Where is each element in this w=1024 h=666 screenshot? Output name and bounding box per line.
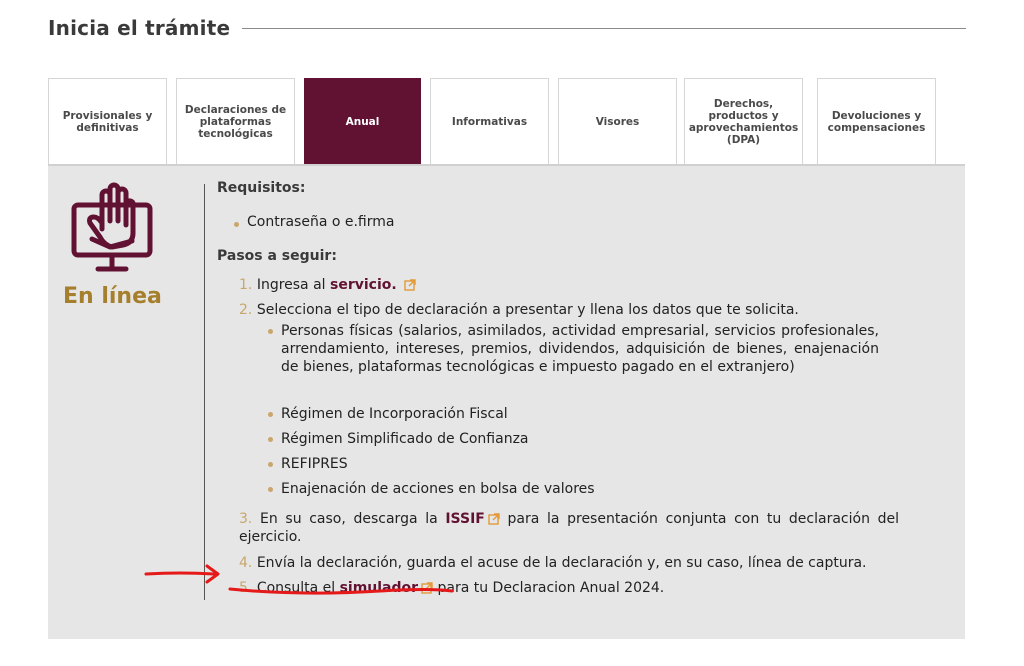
list-item: REFIPRES: [265, 455, 348, 473]
page-title: Inicia el trámite: [48, 16, 231, 40]
annotation-underline: [230, 589, 452, 593]
tab-informativas[interactable]: Informativas: [430, 78, 549, 164]
step-4: 4. Envía la declaración, guarda el acuse de la declaración y, en su caso, línea de captura.: [239, 555, 867, 571]
requirement-item: Contraseña o e.firma: [231, 214, 394, 230]
annotation-arrow-shaft: [146, 573, 214, 574]
issif-link[interactable]: ISSIF: [445, 511, 485, 527]
tab-devoluciones[interactable]: Devoluciones y compensaciones: [817, 78, 936, 164]
list-item: Régimen Simplificado de Confianza: [265, 430, 529, 448]
simulador-link[interactable]: simulador: [339, 580, 419, 596]
tab-anual[interactable]: Anual: [304, 78, 421, 164]
requirements-title: Requisitos:: [217, 180, 306, 196]
servicio-link[interactable]: servicio.: [330, 277, 397, 293]
tab-visores[interactable]: Visores: [558, 78, 677, 164]
list-item: Personas físicas (salarios, asimilados, actividad empresarial, servicios profesionales, arrendamiento, intereses, premios, dividendos, adquisición de bienes, enajenación de bienes, plataformas tecnológicas e impuesto pagado en el extranjero): [265, 322, 879, 376]
list-item: Enajenación de acciones en bolsa de valores: [265, 480, 595, 498]
steps-title: Pasos a seguir:: [217, 248, 337, 264]
list-item: Régimen de Incorporación Fiscal: [265, 405, 508, 423]
tab-provisionales[interactable]: Provisionales y definitivas: [48, 78, 167, 164]
step-5: 5. Consulta el simulador para tu Declaracion Anual 2024.: [239, 580, 665, 596]
step-2: 2. Selecciona el tipo de declaración a presentar y llena los datos que te solicita.: [239, 302, 799, 318]
tab-plataformas[interactable]: Declaraciones de plataformas tecnológicas: [176, 78, 295, 164]
step-1: 1. Ingresa al servicio.: [239, 277, 919, 293]
mode-label: En línea: [63, 284, 162, 309]
step-3: 3. En su caso, descarga la ISSIF para la presentación conjunta con tu declaración del ejercicio.: [239, 511, 899, 545]
tab-dpa[interactable]: Derechos, productos y aprovechamientos (DPA): [684, 78, 803, 164]
